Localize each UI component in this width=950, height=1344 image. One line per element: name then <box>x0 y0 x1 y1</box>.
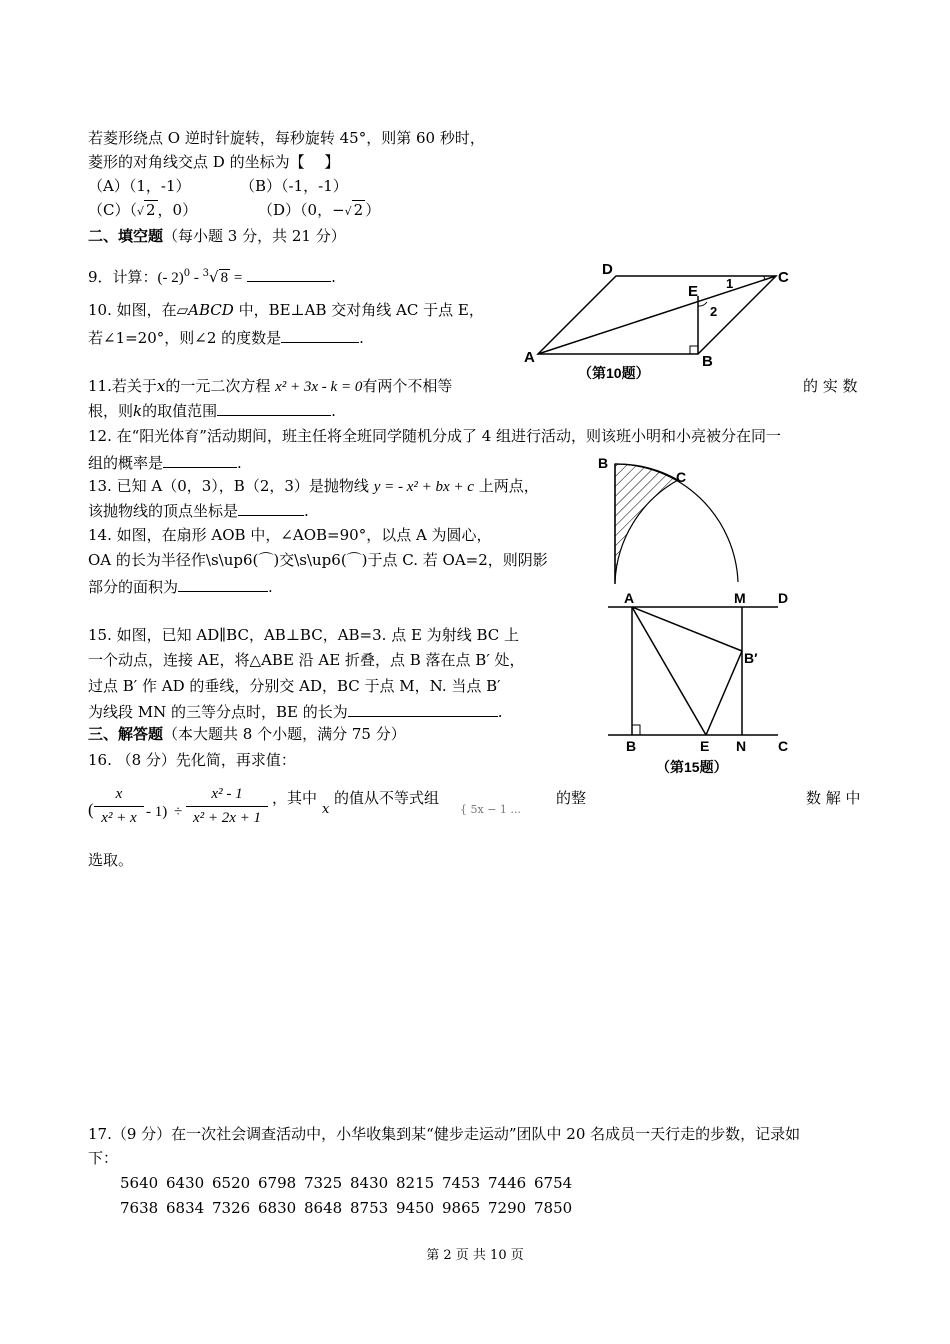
q12-answer-blank <box>163 452 237 468</box>
label-d: D <box>778 590 789 606</box>
segment-ab-prime <box>632 607 742 651</box>
label-b-prime: B′ <box>744 650 758 666</box>
q12-line2: 组的概率是 . <box>88 454 242 472</box>
label-c: C <box>676 469 687 485</box>
label-angle-1: 1 <box>726 276 734 291</box>
q13-line2: 该抛物线的顶点坐标是 . <box>88 502 309 520</box>
q11-answer-blank <box>217 400 331 416</box>
step-count-value: 8753 <box>350 1199 389 1217</box>
q9: 9．计算：(- 2)$^0$ - $^3$√ 8 = . <box>88 268 336 286</box>
diagonal-ac <box>538 276 776 354</box>
q16-where: ，其中 <box>272 789 318 807</box>
q14-line2: OA 的长为半径作\s\up6(⌒)交\s\up6(⌒)于点 C. 若 OA=2，则阴影 <box>88 551 548 569</box>
label-c: C <box>778 738 789 754</box>
step-count-value: 6754 <box>534 1174 573 1192</box>
right-angle-mark <box>690 346 698 354</box>
q8-line2: 菱形的对角线交点 D 的坐标为【 】 <box>88 153 340 171</box>
label-b: B <box>626 738 637 754</box>
step-count-value: 8648 <box>304 1199 343 1217</box>
segment-ae <box>632 607 706 735</box>
q16-fraction-2: x² - 1 x² + 2x + 1 <box>186 786 268 827</box>
label-m: M <box>734 590 746 606</box>
step-count-value: 6798 <box>258 1174 297 1192</box>
label-a: A <box>624 590 635 606</box>
q10-line2: 若∠1=20°，则∠2 的度数是 . <box>88 329 364 347</box>
q11-line1-tail: 的 实 数 <box>803 377 858 395</box>
q13-answer-blank <box>238 500 304 516</box>
q14-answer-blank <box>178 576 268 592</box>
q17-data-row-2 <box>120 1198 580 1218</box>
step-count-value: 8215 <box>396 1174 435 1192</box>
q15-line4: 为线段 MN 的三等分点时，BE 的长为 . <box>88 703 503 721</box>
q9-answer-blank <box>247 266 331 282</box>
label-e: E <box>688 283 699 300</box>
label-angle-2: 2 <box>710 304 718 319</box>
q16-line1: 16. （8 分）先化简，再求值： <box>88 751 296 769</box>
figure-10-caption: （第10题） <box>578 365 650 381</box>
step-count-value: 5640 <box>120 1174 159 1192</box>
q16-var: x <box>322 802 330 817</box>
q17-line2: 下： <box>88 1149 119 1167</box>
q8-option-b: （B）（-1，-1） <box>240 177 348 195</box>
section-3-heading: 三、解答题（本大题共 8 个小题，满分 75 分） <box>88 725 406 743</box>
segment-b-prime-e <box>706 651 742 735</box>
shaded-region <box>615 464 678 582</box>
q8-option-c: （C）（√ 2 ，0） <box>88 201 198 219</box>
figure-10 <box>520 258 800 384</box>
angle-2-arc <box>698 302 707 306</box>
step-count-value: 6830 <box>258 1199 297 1217</box>
q15-line2: 一个动点，连接 AE，将△ABE 沿 AE 折叠，点 B 落在点 B′ 处， <box>88 651 525 669</box>
step-count-value: 7453 <box>442 1174 481 1192</box>
q10-line1: 10. 如图，在▱ABCD 中，BE⊥AB 交对角线 AC 于点 E， <box>88 301 484 319</box>
figure-15-caption: （第15题） <box>656 759 728 775</box>
q16-range-text: 的值从不等式组 <box>334 789 440 807</box>
q16-minus-one: - 1) <box>146 804 168 820</box>
q17-line1: 17.（9 分）在一次社会调查活动中，小华收集到某“健步走运动”团队中 20 名成员一天行走的步数，记录如 <box>88 1125 801 1143</box>
q16-line3: 选取。 <box>88 851 134 869</box>
step-count-value: 7638 <box>120 1199 159 1217</box>
page-footer: 第 2 页 共 10 页 <box>426 1248 524 1263</box>
q16-fraction-1: x x² + x <box>94 786 144 827</box>
q15-answer-blank <box>348 701 498 717</box>
q12-line1: 12. 在“阳光体育”活动期间，班主任将全班同学随机分成了 4 组进行活动，则该班小明和小亮被分在同一 <box>88 427 782 445</box>
q13-line1: 13. 已知 A（0，3），B（2，3）是抛物线 y = - x² + bx + c 上两点， <box>88 477 539 495</box>
q16-inequality-system: { 5x − 1 ... <box>460 803 521 816</box>
q16-tail: 数 解 中 <box>806 789 861 807</box>
q14-line1: 14. 如图，在扇形 AOB 中，∠AOB=90°，以点 A 为圆心， <box>88 526 492 544</box>
section-2-heading: 二、填空题（每小题 3 分，共 21 分） <box>88 227 346 245</box>
q16-open-paren: ( <box>88 800 94 819</box>
step-count-value: 9865 <box>442 1199 481 1217</box>
q10-answer-blank <box>281 327 359 343</box>
step-count-value: 8430 <box>350 1174 389 1192</box>
step-count-value: 7446 <box>488 1174 527 1192</box>
q11-line2: 根，则k的取值范围 . <box>88 402 336 420</box>
label-d: D <box>602 261 613 278</box>
q8-line1: 若菱形绕点 O 逆时针旋转，每秒旋转 45°，则第 60 秒时， <box>88 129 485 147</box>
label-b: B <box>702 353 713 370</box>
label-n: N <box>736 738 747 754</box>
label-e: E <box>700 738 710 754</box>
right-angle-mark <box>632 725 640 735</box>
step-count-value: 6430 <box>166 1174 205 1192</box>
q8-option-d: （D）（0，−√ 2 ） <box>258 201 381 219</box>
q16-divide: ÷ <box>174 804 183 820</box>
figure-14 <box>590 452 750 586</box>
step-count-value: 6834 <box>166 1199 205 1217</box>
q8-option-a: （A）（1，-1） <box>88 177 191 195</box>
q16-integer-text: 的整 <box>556 789 587 807</box>
step-count-value: 9450 <box>396 1199 435 1217</box>
q14-line3: 部分的面积为 . <box>88 578 273 596</box>
step-count-value: 7325 <box>304 1174 343 1192</box>
label-c: C <box>778 269 789 286</box>
q15-line1: 15. 如图，已知 AD∥BC，AB⊥BC，AB=3. 点 E 为射线 BC 上 <box>88 626 520 644</box>
figure-15 <box>598 585 808 781</box>
step-count-value: 6520 <box>212 1174 251 1192</box>
q17-data-row-1 <box>120 1173 580 1193</box>
label-b: B <box>598 455 609 471</box>
q11-line1: 11.若关于x的一元二次方程 x² + 3x - k = 0有两个不相等 <box>88 377 453 395</box>
label-a: A <box>524 349 535 366</box>
step-count-value: 7326 <box>212 1199 251 1217</box>
step-count-value: 7290 <box>488 1199 527 1217</box>
step-count-value: 7850 <box>534 1199 573 1217</box>
q15-line3: 过点 B′ 作 AD 的垂线，分别交 AD，BC 于点 M，N. 当点 B′ <box>88 677 501 695</box>
